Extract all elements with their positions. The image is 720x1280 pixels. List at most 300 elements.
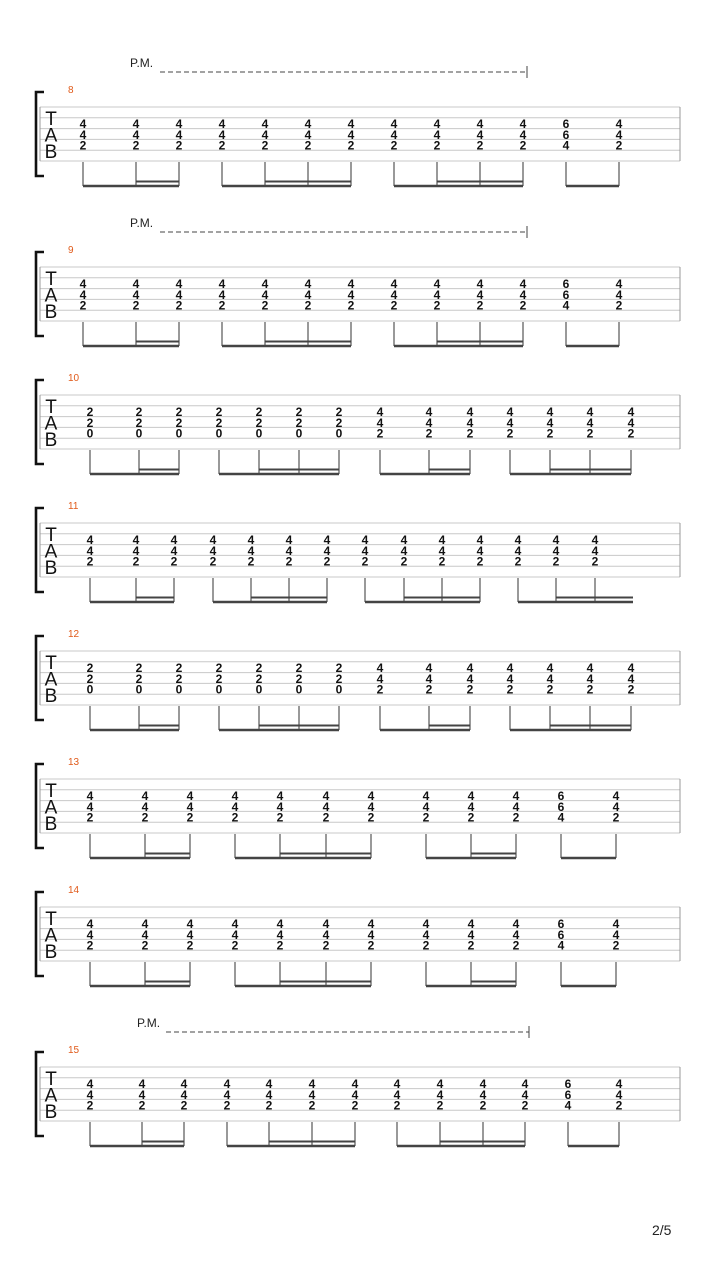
fret-number: 2 xyxy=(476,554,484,569)
fret-number: 2 xyxy=(433,298,441,313)
fret-number: 4 xyxy=(79,277,87,291)
fret-number: 2 xyxy=(175,405,183,419)
fret-number: 4 xyxy=(425,405,433,419)
fret-number: 4 xyxy=(615,1077,623,1091)
fret-number: 4 xyxy=(304,277,312,291)
fret-number: 4 xyxy=(612,927,620,942)
fret-number: 4 xyxy=(476,533,484,547)
fret-number: 4 xyxy=(425,671,433,686)
tab-letter: T xyxy=(45,909,57,930)
fret-number: 4 xyxy=(322,789,330,803)
fret-number: 4 xyxy=(323,533,331,547)
fret-number: 4 xyxy=(519,127,527,142)
fret-number: 4 xyxy=(476,277,484,291)
fret-number: 2 xyxy=(400,554,408,569)
fret-number: 4 xyxy=(433,287,441,302)
fret-number: 2 xyxy=(335,415,343,430)
fret-number: 2 xyxy=(186,810,194,825)
fret-number: 4 xyxy=(86,1087,94,1102)
fret-number: 4 xyxy=(422,927,430,942)
fret-number: 4 xyxy=(186,789,194,803)
fret-number: 2 xyxy=(276,938,284,953)
fret-number: 4 xyxy=(546,405,554,419)
fret-number: 2 xyxy=(141,810,149,825)
measure-number: 15 xyxy=(68,1045,80,1056)
fret-number: 4 xyxy=(557,938,565,953)
tab-letter: T xyxy=(45,1069,57,1090)
fret-number: 4 xyxy=(562,298,570,313)
fret-number: 4 xyxy=(86,917,94,931)
fret-number: 4 xyxy=(261,127,269,142)
fret-number: 4 xyxy=(347,277,355,291)
fret-number: 2 xyxy=(390,138,398,153)
fret-number: 2 xyxy=(627,426,635,441)
fret-number: 4 xyxy=(223,1077,231,1091)
fret-number: 4 xyxy=(231,799,239,814)
fret-number: 4 xyxy=(322,799,330,814)
tab-letter: A xyxy=(44,285,58,307)
fret-number: 4 xyxy=(400,543,408,558)
fret-number: 4 xyxy=(514,533,522,547)
fret-number: 4 xyxy=(552,533,560,547)
fret-number: 6 xyxy=(557,789,565,803)
fret-number: 2 xyxy=(506,682,514,697)
fret-number: 4 xyxy=(466,671,474,686)
fret-number: 2 xyxy=(86,415,94,430)
fret-number: 2 xyxy=(132,298,140,313)
fret-number: 4 xyxy=(304,117,312,131)
fret-number: 4 xyxy=(218,127,226,142)
fret-number: 2 xyxy=(521,1098,529,1113)
fret-number: 4 xyxy=(209,533,217,547)
fret-number: 4 xyxy=(476,543,484,558)
fret-number: 4 xyxy=(261,287,269,302)
fret-number: 4 xyxy=(612,789,620,803)
fret-number: 2 xyxy=(255,415,263,430)
tab-letter: B xyxy=(44,686,58,707)
fret-number: 2 xyxy=(512,938,520,953)
fret-number: 4 xyxy=(521,1077,529,1091)
fret-number: 4 xyxy=(218,287,226,302)
fret-number: 4 xyxy=(466,661,474,675)
fret-number: 4 xyxy=(506,415,514,430)
fret-number: 2 xyxy=(135,415,143,430)
fret-number: 4 xyxy=(627,671,635,686)
fret-number: 4 xyxy=(132,287,140,302)
fret-number: 4 xyxy=(86,543,94,558)
fret-number: 2 xyxy=(351,1098,359,1113)
fret-number: 4 xyxy=(506,405,514,419)
fret-number: 4 xyxy=(422,789,430,803)
fret-number: 4 xyxy=(86,799,94,814)
tab-letter: A xyxy=(44,669,58,691)
fret-number: 4 xyxy=(261,117,269,131)
fret-number: 4 xyxy=(175,287,183,302)
fret-number: 4 xyxy=(138,1077,146,1091)
fret-number: 4 xyxy=(367,789,375,803)
fret-number: 4 xyxy=(519,277,527,291)
fret-number: 0 xyxy=(86,426,94,441)
fret-number: 4 xyxy=(400,533,408,547)
fret-number: 4 xyxy=(425,661,433,675)
fret-number: 6 xyxy=(562,287,570,302)
fret-number: 4 xyxy=(132,543,140,558)
fret-number: 4 xyxy=(231,789,239,803)
fret-number: 2 xyxy=(138,1098,146,1113)
fret-number: 4 xyxy=(552,543,560,558)
fret-number: 4 xyxy=(615,277,623,291)
fret-number: 6 xyxy=(557,917,565,931)
fret-number: 4 xyxy=(141,789,149,803)
fret-number: 4 xyxy=(247,543,255,558)
fret-number: 4 xyxy=(261,277,269,291)
fret-number: 4 xyxy=(186,799,194,814)
fret-number: 4 xyxy=(376,405,384,419)
fret-number: 4 xyxy=(390,287,398,302)
fret-number: 4 xyxy=(436,1077,444,1091)
fret-number: 2 xyxy=(586,426,594,441)
fret-number: 2 xyxy=(390,298,398,313)
fret-number: 4 xyxy=(347,287,355,302)
fret-number: 4 xyxy=(612,799,620,814)
fret-number: 2 xyxy=(512,810,520,825)
fret-number: 2 xyxy=(261,298,269,313)
measure-number: 8 xyxy=(68,85,74,96)
fret-number: 0 xyxy=(335,682,343,697)
fret-number: 4 xyxy=(186,927,194,942)
fret-number: 4 xyxy=(479,1087,487,1102)
measure-number: 12 xyxy=(68,629,80,640)
fret-number: 2 xyxy=(295,671,303,686)
fret-number: 2 xyxy=(86,671,94,686)
measure-number: 13 xyxy=(68,757,80,768)
fret-number: 4 xyxy=(175,277,183,291)
fret-number: 2 xyxy=(218,298,226,313)
measure-number: 9 xyxy=(68,245,74,256)
fret-number: 4 xyxy=(367,917,375,931)
fret-number: 4 xyxy=(308,1087,316,1102)
fret-number: 4 xyxy=(170,543,178,558)
fret-number: 2 xyxy=(170,554,178,569)
fret-number: 4 xyxy=(627,405,635,419)
fret-number: 2 xyxy=(466,682,474,697)
fret-number: 4 xyxy=(476,287,484,302)
fret-number: 4 xyxy=(367,927,375,942)
fret-number: 4 xyxy=(79,117,87,131)
fret-number: 4 xyxy=(615,127,623,142)
fret-number: 4 xyxy=(438,543,446,558)
fret-number: 4 xyxy=(615,117,623,131)
fret-number: 4 xyxy=(276,927,284,942)
fret-number: 4 xyxy=(512,789,520,803)
tab-letter: B xyxy=(44,142,58,163)
fret-number: 4 xyxy=(433,127,441,142)
tab-letter: B xyxy=(44,1102,58,1123)
fret-number: 2 xyxy=(514,554,522,569)
fret-number: 2 xyxy=(627,682,635,697)
fret-number: 4 xyxy=(438,533,446,547)
fret-number: 2 xyxy=(615,138,623,153)
fret-number: 4 xyxy=(209,543,217,558)
tab-letter: T xyxy=(45,525,57,546)
fret-number: 2 xyxy=(215,661,223,675)
tab-letter: A xyxy=(44,541,58,563)
fret-number: 2 xyxy=(175,298,183,313)
tab-letter: B xyxy=(44,814,58,835)
fret-number: 4 xyxy=(361,543,369,558)
fret-number: 4 xyxy=(422,917,430,931)
fret-number: 4 xyxy=(276,789,284,803)
fret-number: 2 xyxy=(467,938,475,953)
fret-number: 2 xyxy=(476,298,484,313)
tab-letter: A xyxy=(44,925,58,947)
fret-number: 2 xyxy=(135,405,143,419)
fret-number: 2 xyxy=(519,138,527,153)
fret-number: 4 xyxy=(546,671,554,686)
tab-letter: T xyxy=(45,269,57,290)
fret-number: 4 xyxy=(466,415,474,430)
fret-number: 4 xyxy=(175,117,183,131)
fret-number: 2 xyxy=(361,554,369,569)
fret-number: 4 xyxy=(79,287,87,302)
fret-number: 2 xyxy=(135,671,143,686)
fret-number: 4 xyxy=(627,661,635,675)
fret-number: 4 xyxy=(86,927,94,942)
fret-number: 4 xyxy=(376,661,384,675)
fret-number: 4 xyxy=(347,117,355,131)
pm-label: P.M. xyxy=(130,56,154,70)
fret-number: 4 xyxy=(265,1077,273,1091)
fret-number: 2 xyxy=(376,682,384,697)
fret-number: 2 xyxy=(215,405,223,419)
fret-number: 4 xyxy=(141,917,149,931)
fret-number: 2 xyxy=(436,1098,444,1113)
fret-number: 2 xyxy=(135,661,143,675)
fret-number: 4 xyxy=(218,117,226,131)
fret-number: 2 xyxy=(231,938,239,953)
fret-number: 4 xyxy=(557,810,565,825)
fret-number: 6 xyxy=(557,799,565,814)
fret-number: 4 xyxy=(361,533,369,547)
fret-number: 4 xyxy=(476,127,484,142)
fret-number: 4 xyxy=(467,799,475,814)
tab-letter: T xyxy=(45,781,57,802)
fret-number: 4 xyxy=(351,1087,359,1102)
fret-number: 2 xyxy=(247,554,255,569)
fret-number: 2 xyxy=(86,661,94,675)
fret-number: 4 xyxy=(276,799,284,814)
measure-number: 14 xyxy=(68,885,80,896)
fret-number: 4 xyxy=(322,917,330,931)
fret-number: 4 xyxy=(519,117,527,131)
tab-letter: A xyxy=(44,125,58,147)
fret-number: 2 xyxy=(215,415,223,430)
fret-number: 2 xyxy=(295,405,303,419)
fret-number: 2 xyxy=(466,426,474,441)
tab-letter: T xyxy=(45,397,57,418)
fret-number: 2 xyxy=(479,1098,487,1113)
fret-number: 4 xyxy=(422,799,430,814)
tab-letter: T xyxy=(45,109,57,130)
fret-number: 2 xyxy=(546,682,554,697)
fret-number: 6 xyxy=(564,1087,572,1102)
fret-number: 2 xyxy=(335,671,343,686)
fret-number: 2 xyxy=(86,810,94,825)
fret-number: 2 xyxy=(422,810,430,825)
fret-number: 4 xyxy=(180,1077,188,1091)
fret-number: 2 xyxy=(132,554,140,569)
fret-number: 4 xyxy=(546,415,554,430)
fret-number: 2 xyxy=(255,671,263,686)
fret-number: 2 xyxy=(86,1098,94,1113)
fret-number: 2 xyxy=(276,810,284,825)
fret-number: 4 xyxy=(132,127,140,142)
fret-number: 4 xyxy=(521,1087,529,1102)
fret-number: 4 xyxy=(615,287,623,302)
fret-number: 0 xyxy=(215,682,223,697)
fret-number: 2 xyxy=(376,426,384,441)
fret-number: 6 xyxy=(562,277,570,291)
fret-number: 4 xyxy=(231,927,239,942)
fret-number: 4 xyxy=(591,533,599,547)
fret-number: 2 xyxy=(425,426,433,441)
fret-number: 4 xyxy=(627,415,635,430)
fret-number: 0 xyxy=(295,682,303,697)
fret-number: 2 xyxy=(467,810,475,825)
fret-number: 4 xyxy=(615,1087,623,1102)
fret-number: 2 xyxy=(335,661,343,675)
tab-letter: B xyxy=(44,430,58,451)
fret-number: 2 xyxy=(612,810,620,825)
fret-number: 2 xyxy=(615,1098,623,1113)
fret-number: 4 xyxy=(86,1077,94,1091)
fret-number: 2 xyxy=(231,810,239,825)
fret-number: 2 xyxy=(218,138,226,153)
fret-number: 4 xyxy=(367,799,375,814)
fret-number: 2 xyxy=(347,298,355,313)
fret-number: 4 xyxy=(425,415,433,430)
fret-number: 4 xyxy=(466,405,474,419)
fret-number: 2 xyxy=(506,426,514,441)
fret-number: 0 xyxy=(215,426,223,441)
fret-number: 4 xyxy=(323,543,331,558)
fret-number: 4 xyxy=(132,117,140,131)
fret-number: 4 xyxy=(467,927,475,942)
fret-number: 2 xyxy=(367,938,375,953)
fret-number: 4 xyxy=(285,543,293,558)
fret-number: 4 xyxy=(564,1098,572,1113)
fret-number: 0 xyxy=(86,682,94,697)
fret-number: 4 xyxy=(390,117,398,131)
fret-number: 4 xyxy=(347,127,355,142)
fret-number: 2 xyxy=(322,938,330,953)
page-number: 2/5 xyxy=(652,1222,672,1238)
fret-number: 4 xyxy=(479,1077,487,1091)
fret-number: 2 xyxy=(476,138,484,153)
fret-number: 2 xyxy=(132,138,140,153)
fret-number: 4 xyxy=(376,415,384,430)
fret-number: 4 xyxy=(351,1077,359,1091)
fret-number: 2 xyxy=(586,682,594,697)
fret-number: 2 xyxy=(323,554,331,569)
fret-number: 4 xyxy=(586,405,594,419)
fret-number: 2 xyxy=(215,671,223,686)
fret-number: 4 xyxy=(304,287,312,302)
fret-number: 4 xyxy=(467,917,475,931)
fret-number: 4 xyxy=(86,533,94,547)
fret-number: 2 xyxy=(255,661,263,675)
fret-number: 0 xyxy=(135,682,143,697)
fret-number: 4 xyxy=(247,533,255,547)
fret-number: 2 xyxy=(304,298,312,313)
fret-number: 2 xyxy=(79,298,87,313)
fret-number: 4 xyxy=(612,917,620,931)
fret-number: 0 xyxy=(255,426,263,441)
fret-number: 4 xyxy=(433,117,441,131)
fret-number: 2 xyxy=(175,671,183,686)
fret-number: 2 xyxy=(295,415,303,430)
fret-number: 4 xyxy=(512,927,520,942)
fret-number: 4 xyxy=(141,927,149,942)
fret-number: 2 xyxy=(209,554,217,569)
fret-number: 4 xyxy=(514,543,522,558)
fret-number: 4 xyxy=(218,277,226,291)
fret-number: 4 xyxy=(308,1077,316,1091)
fret-number: 4 xyxy=(512,799,520,814)
fret-number: 2 xyxy=(285,554,293,569)
fret-number: 2 xyxy=(175,661,183,675)
pm-label: P.M. xyxy=(137,1016,161,1030)
tab-letter: A xyxy=(44,1085,58,1107)
fret-number: 4 xyxy=(322,927,330,942)
fret-number: 2 xyxy=(546,426,554,441)
fret-number: 0 xyxy=(335,426,343,441)
fret-number: 2 xyxy=(86,938,94,953)
fret-number: 4 xyxy=(79,127,87,142)
fret-number: 2 xyxy=(519,298,527,313)
fret-number: 4 xyxy=(393,1087,401,1102)
fret-number: 2 xyxy=(175,138,183,153)
fret-number: 2 xyxy=(265,1098,273,1113)
fret-number: 2 xyxy=(175,415,183,430)
fret-number: 4 xyxy=(393,1077,401,1091)
fret-number: 4 xyxy=(519,287,527,302)
fret-number: 4 xyxy=(586,415,594,430)
fret-number: 4 xyxy=(390,277,398,291)
tab-letter: A xyxy=(44,797,58,819)
fret-number: 4 xyxy=(376,671,384,686)
fret-number: 6 xyxy=(564,1077,572,1091)
measure-number: 11 xyxy=(68,501,79,512)
fret-number: 4 xyxy=(591,543,599,558)
fret-number: 2 xyxy=(295,661,303,675)
fret-number: 4 xyxy=(436,1087,444,1102)
fret-number: 2 xyxy=(304,138,312,153)
fret-number: 4 xyxy=(175,127,183,142)
fret-number: 6 xyxy=(562,117,570,131)
fret-number: 2 xyxy=(433,138,441,153)
fret-number: 0 xyxy=(255,682,263,697)
fret-number: 4 xyxy=(586,671,594,686)
tab-letter: B xyxy=(44,302,58,323)
fret-number: 4 xyxy=(132,277,140,291)
fret-number: 2 xyxy=(425,682,433,697)
fret-number: 2 xyxy=(422,938,430,953)
fret-number: 2 xyxy=(86,405,94,419)
fret-number: 4 xyxy=(86,789,94,803)
fret-number: 4 xyxy=(433,277,441,291)
fret-number: 4 xyxy=(141,799,149,814)
